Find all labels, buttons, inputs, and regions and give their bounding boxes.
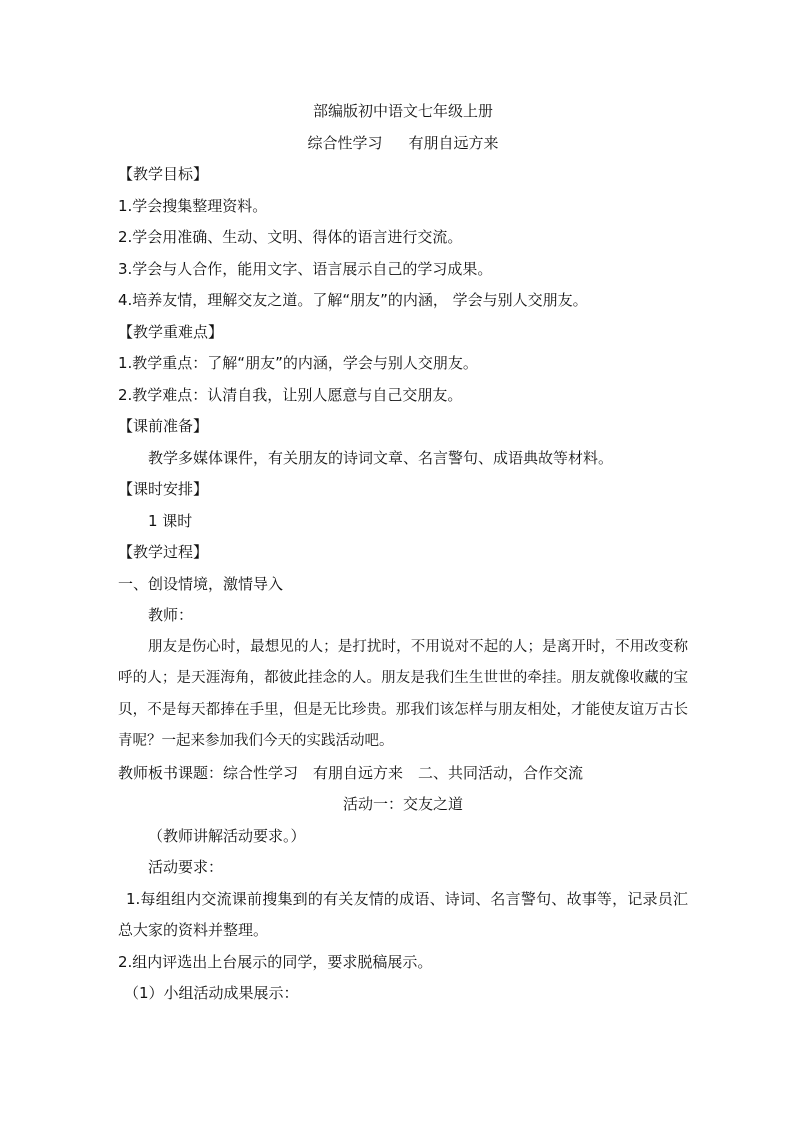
key-point-item: 2.教学难点：认清自我，让别人愿意与自己交朋友。 (118, 385, 463, 404)
section-heading-process: 【教学过程】 (118, 543, 209, 561)
doc-title-line1 (118, 96, 688, 128)
blackboard-line: 教师板书课题：综合性学习 有朋自远方来 二、共同活动，合作交流 (118, 763, 584, 782)
objective-item: 4.培养友情，理解交友之道。了解“朋友”的内涵， 学会与别人交朋友。 (118, 291, 588, 309)
section-heading-schedule: 【课时安排】 (118, 480, 209, 498)
activity-note: （教师讲解活动要求。） (148, 826, 306, 845)
schedule-text: 1 课时 (148, 511, 193, 530)
activity-requirements-label: 活动要求： (148, 858, 224, 876)
activity-requirement-1: 1.每组组内交流课前搜集到的有关友情的成语、诗词、名言警句、故事等，记录员汇总大家的资料并整理。 (118, 889, 688, 939)
teacher-label: 教师： (148, 606, 194, 624)
doc-subtitle-part1: 综合性学习 (307, 133, 383, 152)
activity-requirement-2: 2.组内评选出上台展示的同学，要求脱稿展示。 (118, 952, 433, 971)
activity1-title: 活动一：交友之道 (342, 795, 463, 813)
key-point-item: 1.教学重点：了解“朋友”的内涵，学会与别人交朋友。 (118, 354, 478, 372)
activity-show-label: （1）小组活动成果展示： (124, 984, 299, 1002)
teacher-paragraph: 朋友是伤心时，最想见的人；是打扰时，不用说对不起的人；是离开时，不用改变称呼的人；是天涯海角，都彼此挂念的人。朋友是我们生生世世的牵挂。朋友就像收藏的宝贝，不是每天都捧在手里，但是无比珍贵。那我们该怎样与朋友相处，才能使友谊万古长青呢？一起来参加我们今天的实践活动吧。 (118, 638, 688, 749)
doc-title-text: 部编版初中语文七年级上册 (312, 102, 493, 120)
section-heading-preparation: 【课前准备】 (118, 417, 209, 435)
document-content (118, 96, 688, 1010)
doc-title-line2 (118, 128, 688, 160)
objective-item: 3.学会与人合作，能用文字、语言展示自己的学习成果。 (118, 259, 493, 278)
section-heading-objectives: 【教学目标】 (118, 165, 209, 183)
section-heading-key-points: 【教学重难点】 (118, 322, 224, 341)
doc-subtitle-part2: 有朋自远方来 (408, 133, 499, 152)
preparation-text: 教学多媒体课件，有关朋友的诗词文章、名言警句、成语典故等材料。 (148, 448, 614, 467)
objective-item: 1.学会搜集整理资料。 (118, 196, 268, 215)
objective-item: 2.学会用准确、生动、文明、得体的语言进行交流。 (118, 228, 463, 246)
step1-title: 一、创设情境，激情导入 (118, 574, 284, 593)
